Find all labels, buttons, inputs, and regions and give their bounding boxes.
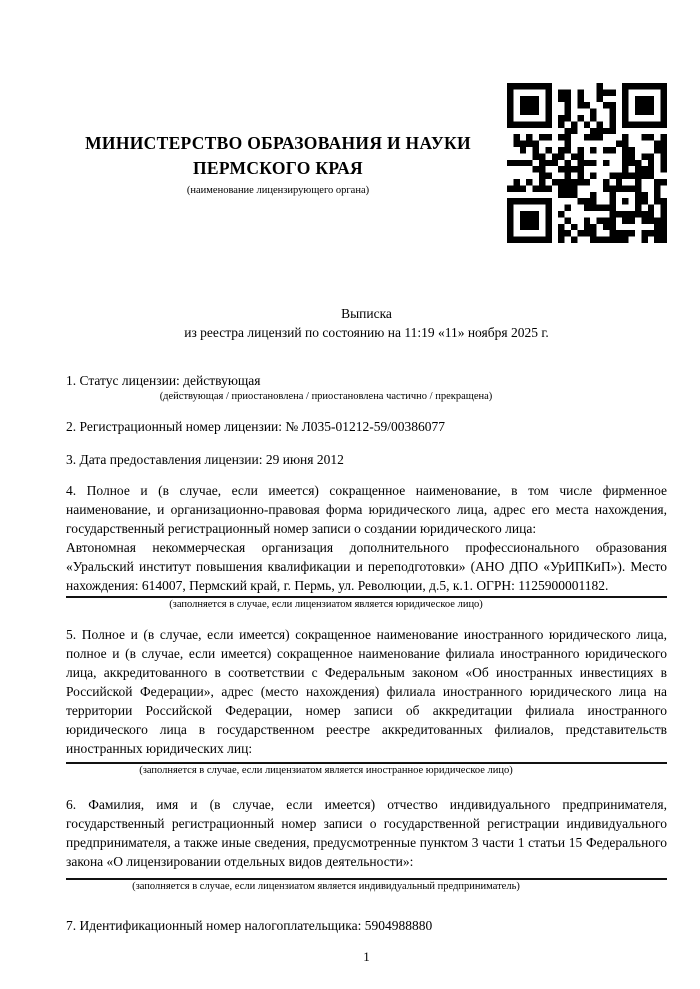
document-title-line2: из реестра лицензий по состоянию на 11:19 «11» ноября 2025 г. xyxy=(184,325,549,340)
document-header xyxy=(0,0,700,243)
note-wrap xyxy=(66,880,586,893)
note-wrap xyxy=(66,390,586,403)
document-body xyxy=(0,371,700,935)
authority-name-line2: ПЕРМСКОГО КРАЯ xyxy=(193,158,363,178)
taxpayer-number-text: 7. Идентификационный номер налогоплательщика: 5904988880 xyxy=(66,918,433,933)
section-license-status xyxy=(66,371,667,403)
authority-caption: (наименование лицензирующего органа) xyxy=(186,185,370,196)
legal-entity-question: 4. Полное и (в случае, если имеется) сокращенное наименование, в том числе фирменное наименование, и организационно-правовая форма юридического лица, адрес его места нахождения, государственный регистрационный номер записи о создании юридического лица: xyxy=(66,483,667,536)
foreign-entity-question: 5. Полное и (в случае, если имеется) сокращенное наименование иностранного юридического лица, полное и (в случае, если имеется) сокращенное наименование филиала иностранного юридического лица, аккредитованного в соответствии с Федеральным законом «Об иностранных инвестициях в Российской Федерации», адрес (место нахождения) филиала иностранного юридического лица на территории Российской Федерации, номер записи об аккредитации филиала иностранного юридического лица в государственном реестре аккредитованных филиалов, представительств иностранных юридических лиц: xyxy=(66,627,667,756)
legal-entity-value: Автономная некоммерческая организация дополнительного профессионального образования «Уральский институт повышения квалификации и переподготовки» (АНО ДПО «УрИПКиП»). Место нахождения: 614007, Пермский край, г. Пермь, ул. Революции, д.5, к.1. ОГРН: 1125900001182. xyxy=(66,540,667,593)
licensing-authority-block xyxy=(66,83,490,197)
page-number: 1 xyxy=(363,949,370,964)
foreign-entity-note: (заполняется в случае, если лицензиатом является иностранное юридическое лицо) xyxy=(139,765,513,776)
qr-code-pattern xyxy=(507,83,667,243)
qr-code-icon xyxy=(507,83,667,243)
section-foreign-entity xyxy=(66,625,667,777)
legal-entity-note: (заполняется в случае, если лицензиатом является юридическое лицо) xyxy=(169,599,483,610)
entrepreneur-note: (заполняется в случае, если лицензиатом является индивидуальный предприниматель) xyxy=(132,881,520,892)
entrepreneur-question: 6. Фамилия, имя и (в случае, если имеется) отчество индивидуального предпринимателя, государственный регистрационный номер записи о государственной регистрации индивидуального предпринимателя, а также иные сведения, предусмотренные пунктом 3 части 1 статьи 15 Федерального закона «О лицензировании отдельных видов деятельности»: xyxy=(66,797,667,869)
section-grant-date xyxy=(66,450,667,469)
document-title-line1: Выписка xyxy=(341,306,392,321)
license-status-note: (действующая / приостановлена / приостановлена частично / прекращена) xyxy=(159,391,493,402)
license-status-text: 1. Статус лицензии: действующая xyxy=(66,373,261,388)
section-legal-entity xyxy=(66,481,667,611)
registration-number-text: 2. Регистрационный номер лицензии: № Л035-01212-59/00386077 xyxy=(66,419,446,434)
section-taxpayer-number xyxy=(66,916,667,935)
note-wrap xyxy=(66,598,586,611)
section-registration-number xyxy=(66,417,667,436)
document-title xyxy=(0,304,700,342)
authority-name-line1: МИНИСТЕРСТВО ОБРАЗОВАНИЯ И НАУКИ xyxy=(85,133,471,153)
section-individual-entrepreneur xyxy=(66,795,667,893)
grant-date-text: 3. Дата предоставления лицензии: 29 июня 2012 xyxy=(66,452,344,467)
note-wrap xyxy=(66,764,586,777)
